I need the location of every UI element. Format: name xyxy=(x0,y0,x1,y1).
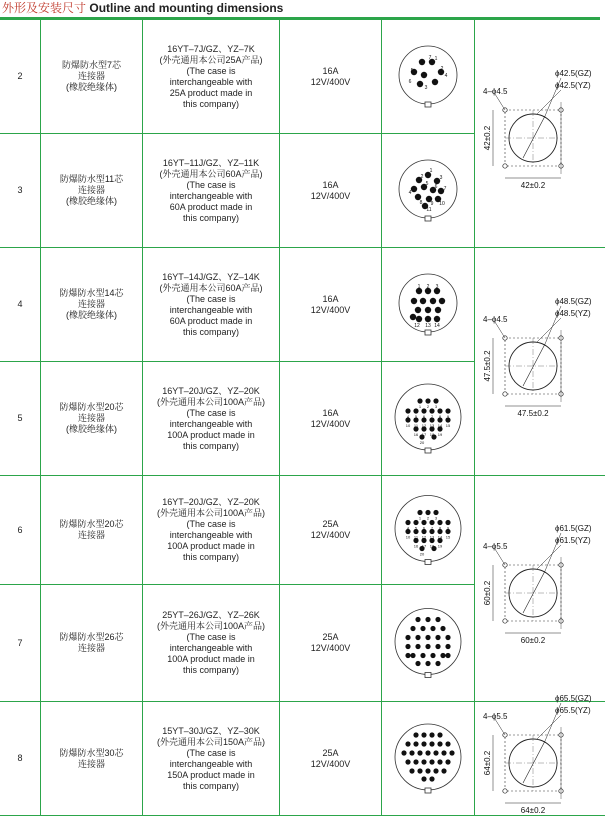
pin-layout-cell xyxy=(382,20,475,134)
yz-leader xyxy=(537,545,561,569)
pin-label: 5 xyxy=(415,414,418,419)
pin-dot xyxy=(405,759,410,764)
pin-label: 20 xyxy=(420,440,425,445)
pin-label: 13 xyxy=(425,323,431,329)
mounting-hole xyxy=(503,164,507,168)
pin-layout-diagram xyxy=(382,20,474,130)
rating: 25A 12V/400V xyxy=(280,632,381,654)
pin-label: 20 xyxy=(420,552,425,557)
keyway-notch xyxy=(425,673,431,678)
product-name: 防爆防水型20芯 连接器 xyxy=(41,519,142,541)
pin-dot xyxy=(432,79,438,85)
pin-dot xyxy=(409,768,414,773)
diameter-leader xyxy=(523,571,545,613)
pin-dot xyxy=(413,732,418,737)
pin-layout-diagram xyxy=(382,362,474,472)
pin-dot xyxy=(410,626,415,631)
pin-label: 1 xyxy=(435,56,438,62)
pin-label: 5 xyxy=(415,526,418,531)
pin-dot xyxy=(410,653,415,658)
pin-label: 2 xyxy=(427,284,430,290)
pin-label: 14 xyxy=(438,423,443,428)
pin-dot xyxy=(445,644,450,649)
pin-dot xyxy=(421,520,426,525)
pin-label: 4 xyxy=(407,414,410,419)
pin-dot xyxy=(420,653,425,658)
row-number: 6 xyxy=(0,476,41,585)
model-description: 15YT–30J/GZ、YZ–30K (外壳通用本公司150A产品) (The case is interchangeable with 150A product made in this company) xyxy=(143,726,279,792)
pin-dot xyxy=(415,307,421,313)
diameter-leader xyxy=(523,344,545,386)
table-row xyxy=(0,476,605,585)
pin-dot xyxy=(405,741,410,746)
pin-dot xyxy=(425,510,430,515)
keyway-notch xyxy=(425,102,431,107)
pin-dot xyxy=(417,81,423,87)
pin-label: 1 xyxy=(418,284,421,290)
pin-label: 18 xyxy=(430,432,435,437)
pin-label: 4 xyxy=(409,190,412,196)
pin-dot xyxy=(441,768,446,773)
holes-leader xyxy=(495,94,505,110)
row-number: 8 xyxy=(0,702,41,816)
connector-face-outline xyxy=(395,724,461,790)
pin-dot xyxy=(435,617,440,622)
pin-layout-cell xyxy=(382,134,475,248)
pin-dot xyxy=(437,408,442,413)
pin-dot xyxy=(445,635,450,640)
pin-label: 8 xyxy=(439,526,442,531)
pin-label: 7 xyxy=(431,526,434,531)
pin-dot xyxy=(433,768,438,773)
model-description: 16YT–14J/GZ、YZ–14K (外壳通用本公司60A产品) (The case is interchangeable with 60A product made in this company) xyxy=(143,272,279,338)
pin-dot xyxy=(411,186,417,192)
pin-dot xyxy=(445,520,450,525)
pin-label: 1 xyxy=(430,168,433,174)
pin-label: 14 xyxy=(438,535,443,540)
pin-label: 6 xyxy=(409,79,412,85)
pin-label: 15 xyxy=(446,535,451,540)
pin-dot xyxy=(405,408,410,413)
rating: 16A 12V/400V xyxy=(280,180,381,202)
pin-dot xyxy=(417,510,422,515)
pin-dot xyxy=(413,408,418,413)
pin-dot xyxy=(425,617,430,622)
pin-dot xyxy=(421,732,426,737)
pin-dot xyxy=(416,316,422,322)
pin-dot xyxy=(417,750,422,755)
pin-dot xyxy=(445,741,450,746)
pin-dot xyxy=(421,759,426,764)
pin-dot xyxy=(405,635,410,640)
pin-label: 5 xyxy=(426,181,429,187)
pin-layout-diagram xyxy=(382,134,474,244)
pin-dot xyxy=(421,741,426,746)
pin-dot xyxy=(421,776,426,781)
pin-dot xyxy=(405,644,410,649)
pin-label: 8 xyxy=(439,414,442,419)
pin-label: 11 xyxy=(414,535,419,540)
pin-label: 3 xyxy=(435,404,438,409)
pin-label: 3 xyxy=(436,284,439,290)
height-label: 64±0.2 xyxy=(483,750,492,775)
pin-label: 12 xyxy=(422,535,427,540)
pin-dot xyxy=(425,635,430,640)
pin-label: 12 xyxy=(414,323,420,329)
pin-label: 19 xyxy=(438,432,443,437)
pin-label: 4 xyxy=(407,526,410,531)
pin-dot xyxy=(421,72,427,78)
title-en: Outline and mounting dimensions xyxy=(89,1,283,15)
yz-leader xyxy=(537,715,561,739)
height-label: 60±0.2 xyxy=(483,580,492,605)
product-name: 防爆防水型11芯 连接器 (橡胶绝缘体) xyxy=(41,174,142,207)
pin-dot xyxy=(441,750,446,755)
pin-dot xyxy=(440,626,445,631)
width-label: 42±0.2 xyxy=(521,181,546,190)
width-label: 47.5±0.2 xyxy=(517,409,549,418)
row-number: 5 xyxy=(0,362,41,476)
spec-table xyxy=(0,20,605,816)
model-description: 25YT–26J/GZ、YZ–26K (外壳通用本公司100A产品) (The case is interchangeable with 100A product made in this company) xyxy=(143,610,279,676)
diameter-leader xyxy=(523,741,545,783)
pin-dot xyxy=(429,776,434,781)
pin-dot xyxy=(425,661,430,666)
model-description: 16YT–20J/GZ、YZ–20K (外壳通用本公司100A产品) (The case is interchangeable with 100A product made in this company) xyxy=(143,386,279,452)
pin-label: 8 xyxy=(420,200,423,206)
yz-leader xyxy=(537,90,561,114)
pin-label: 18 xyxy=(430,544,435,549)
pin-dot xyxy=(415,661,420,666)
pin-dot xyxy=(410,314,416,320)
pin-dot xyxy=(425,750,430,755)
mounting-hole xyxy=(503,392,507,396)
yz-diameter-label: ϕ61.5(YZ) xyxy=(555,536,591,545)
pin-layout-cell xyxy=(382,476,475,585)
pin-dot xyxy=(405,520,410,525)
holes-leader xyxy=(495,322,505,338)
pin-label: 6 xyxy=(435,184,438,190)
holes-leader xyxy=(495,719,505,735)
rating: 25A 12V/400V xyxy=(280,519,381,541)
pin-label: 16 xyxy=(414,544,419,549)
model-description: 16YT–7J/GZ、YZ–7K (外壳通用本公司25A产品) (The case is interchangeable with 25A product made in this company) xyxy=(143,44,279,110)
pin-layout-cell xyxy=(382,702,475,816)
pin-dot xyxy=(405,653,410,658)
pin-dot xyxy=(445,408,450,413)
yz-diameter-label: ϕ65.5(YZ) xyxy=(555,706,591,715)
pin-dot xyxy=(435,661,440,666)
pin-dot xyxy=(437,732,442,737)
pin-layout-cell xyxy=(382,585,475,702)
pin-dot xyxy=(409,750,414,755)
mounting-holes-label: 4–ϕ5.5 xyxy=(483,712,508,721)
yz-leader xyxy=(537,318,561,342)
height-label: 42±0.2 xyxy=(483,125,492,150)
pin-layout-diagram xyxy=(382,248,474,358)
dimension-diagram xyxy=(475,702,605,812)
gz-diameter-label: ϕ61.5(GZ) xyxy=(555,524,592,533)
pin-label: 7 xyxy=(444,186,447,192)
pin-label: 10 xyxy=(406,423,411,428)
product-name: 防爆防水型26芯 连接器 xyxy=(41,632,142,654)
dimension-cell xyxy=(475,20,605,248)
pin-label: 13 xyxy=(430,423,435,428)
product-name: 防爆防水型14芯 连接器 (橡胶绝缘体) xyxy=(41,288,142,321)
pin-dot xyxy=(430,653,435,658)
pin-dot xyxy=(437,520,442,525)
pin-label: 3 xyxy=(435,516,438,521)
keyway-notch xyxy=(425,330,431,335)
pin-label: 9 xyxy=(447,526,450,531)
pin-label: 12 xyxy=(422,423,427,428)
gz-diameter-label: ϕ42.5(GZ) xyxy=(555,69,592,78)
pin-label: 17 xyxy=(422,432,427,437)
rating: 25A 12V/400V xyxy=(280,748,381,770)
product-name: 防爆防水型20芯 连接器 (橡胶绝缘体) xyxy=(41,402,142,435)
table-row xyxy=(0,20,605,134)
pin-dot xyxy=(445,759,450,764)
dimension-diagram xyxy=(475,22,605,242)
pin-label: 5 xyxy=(411,68,414,74)
dimension-diagram xyxy=(475,478,605,696)
pin-dot xyxy=(445,653,450,658)
pin-dot xyxy=(433,398,438,403)
pin-dot xyxy=(425,316,431,322)
pin-dot xyxy=(435,644,440,649)
pin-label: 2 xyxy=(421,174,424,180)
pin-label: 3 xyxy=(425,85,428,91)
row-number: 7 xyxy=(0,585,41,702)
pin-layout-diagram xyxy=(382,585,474,698)
yz-diameter-label: ϕ48.5(YZ) xyxy=(555,309,591,318)
pin-label: 6 xyxy=(423,526,426,531)
pin-dot xyxy=(433,750,438,755)
gz-diameter-label: ϕ65.5(GZ) xyxy=(555,694,592,703)
pin-dot xyxy=(415,617,420,622)
dimension-cell xyxy=(475,476,605,702)
pin-dot xyxy=(437,759,442,764)
pin-label: 2 xyxy=(427,516,430,521)
pin-label: 7 xyxy=(431,414,434,419)
pin-dot xyxy=(413,741,418,746)
row-number: 2 xyxy=(0,20,41,134)
pin-dot xyxy=(429,741,434,746)
model-description: 16YT–20J/GZ、YZ–20K (外壳通用本公司100A产品) (The case is interchangeable with 100A product made in this company) xyxy=(143,497,279,563)
diameter-leader xyxy=(523,116,545,158)
pin-dot xyxy=(429,759,434,764)
pin-label: 16 xyxy=(414,432,419,437)
mounting-holes-label: 4–ϕ4.5 xyxy=(483,87,508,96)
pin-dot xyxy=(425,307,431,313)
pin-label: 6 xyxy=(423,414,426,419)
pin-dot xyxy=(434,316,440,322)
pin-label: 9 xyxy=(431,201,434,207)
pin-dot xyxy=(435,635,440,640)
mounting-hole xyxy=(503,619,507,623)
pin-dot xyxy=(417,768,422,773)
pin-label: 9 xyxy=(447,414,450,419)
mounting-hole xyxy=(503,789,507,793)
pin-dot xyxy=(413,520,418,525)
pin-dot xyxy=(439,298,445,304)
pin-label: 14 xyxy=(434,323,440,329)
product-name: 防爆防水型7芯 连接器 (橡胶绝缘体) xyxy=(41,60,142,93)
keyway-notch xyxy=(425,788,431,793)
keyway-notch xyxy=(425,448,431,453)
pin-layout-diagram xyxy=(382,702,474,812)
pin-dot xyxy=(425,644,430,649)
pin-label: 13 xyxy=(430,535,435,540)
height-label: 47.5±0.2 xyxy=(483,350,492,382)
pin-label: 2 xyxy=(427,404,430,409)
pin-dot xyxy=(420,298,426,304)
table-row xyxy=(0,702,605,816)
title-cn: 外形及安装尺寸 xyxy=(2,1,86,15)
yz-diameter-label: ϕ42.5(YZ) xyxy=(555,81,591,90)
connector-face-outline xyxy=(395,496,461,562)
pin-dot xyxy=(415,635,420,640)
mounting-holes-label: 4–ϕ5.5 xyxy=(483,542,508,551)
pin-dot xyxy=(413,759,418,764)
pin-label: 2 xyxy=(441,66,444,72)
pin-dot xyxy=(429,408,434,413)
pin-label: 7 xyxy=(429,55,432,61)
dimension-cell xyxy=(475,702,605,816)
pin-dot xyxy=(435,307,441,313)
dimension-diagram xyxy=(475,250,605,470)
pin-dot xyxy=(440,653,445,658)
pin-dot xyxy=(430,626,435,631)
row-number: 3 xyxy=(0,134,41,248)
width-label: 64±0.2 xyxy=(521,806,546,815)
pin-dot xyxy=(421,408,426,413)
pin-dot xyxy=(425,398,430,403)
gz-diameter-label: ϕ48.5(GZ) xyxy=(555,297,592,306)
pin-label: 15 xyxy=(446,423,451,428)
pin-dot xyxy=(433,510,438,515)
keyway-notch xyxy=(425,560,431,565)
rating: 16A 12V/400V xyxy=(280,66,381,88)
rating: 16A 12V/400V xyxy=(280,294,381,316)
pin-dot xyxy=(425,768,430,773)
pin-layout-cell xyxy=(382,248,475,362)
pin-label: 11 xyxy=(426,207,431,213)
table-row xyxy=(0,248,605,362)
model-description: 16YT–11J/GZ、YZ–11K (外壳通用本公司60A产品) (The case is interchangeable with 60A product made in this company) xyxy=(143,158,279,224)
connector-face-outline xyxy=(395,384,461,450)
keyway-notch xyxy=(425,216,431,221)
mounting-holes-label: 4–ϕ4.5 xyxy=(483,315,508,324)
pin-dot xyxy=(420,626,425,631)
pin-label: 1 xyxy=(419,404,422,409)
dimension-cell xyxy=(475,248,605,476)
pin-dot xyxy=(437,741,442,746)
pin-label: 3 xyxy=(440,175,443,181)
pin-label: 1 xyxy=(419,516,422,521)
pin-dot xyxy=(429,732,434,737)
pin-dot xyxy=(430,298,436,304)
product-name: 防爆防水型30芯 连接器 xyxy=(41,748,142,770)
pin-dot xyxy=(415,644,420,649)
page-title xyxy=(2,0,283,16)
pin-label: 11 xyxy=(414,423,419,428)
pin-label: 19 xyxy=(438,544,443,549)
pin-layout-diagram xyxy=(382,476,474,581)
pin-dot xyxy=(429,520,434,525)
pin-label: 4 xyxy=(445,73,448,79)
pin-label: 10 xyxy=(406,535,411,540)
rating: 16A 12V/400V xyxy=(280,408,381,430)
pin-dot xyxy=(419,59,425,65)
row-number: 4 xyxy=(0,248,41,362)
pin-layout-cell xyxy=(382,362,475,476)
pin-dot xyxy=(449,750,454,755)
width-label: 60±0.2 xyxy=(521,636,546,645)
pin-dot xyxy=(411,298,417,304)
holes-leader xyxy=(495,549,505,565)
pin-label: 10 xyxy=(439,201,445,207)
pin-label: 17 xyxy=(422,544,427,549)
pin-dot xyxy=(401,750,406,755)
pin-dot xyxy=(417,398,422,403)
